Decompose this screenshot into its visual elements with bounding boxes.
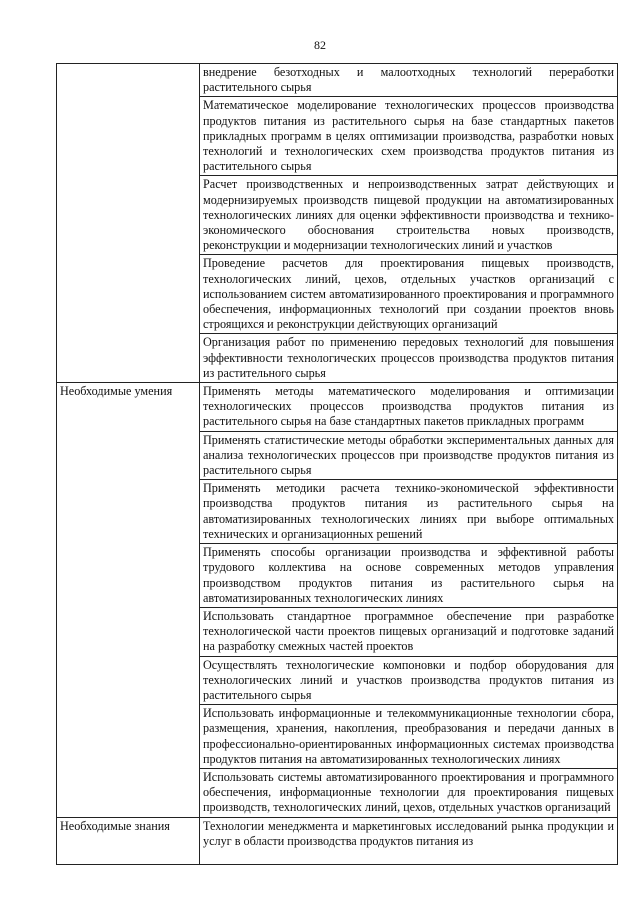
page-number: 82	[314, 38, 326, 52]
requirement-text: Технологии менеджмента и маркетинговых исследований рынка продукции и услуг в области производства продуктов питания из	[200, 817, 618, 864]
requirement-text: Использовать информационные и телекоммуникационные технологии сбора, размещения, хранения, накопления, преобразования и передачи данных в профессионально-ориентированных информационных системах производства продуктов питания на автоматизированных технологических линиях	[200, 705, 618, 769]
requirement-text: Применять методики расчета технико-экономической эффективности производства продуктов питания из растительного сырья на автоматизированных технологических линиях при выборе оптимальных технических и организационных решений	[200, 480, 618, 544]
requirement-text: внедрение безотходных и малоотходных технологий переработки растительного сырья	[200, 64, 618, 97]
requirement-text: Использовать системы автоматизированного проектирования и программного обеспечения, информационные технологии для проектирования пищевых производств, технологических линий, цехов, отдельных участков организаций	[200, 768, 618, 817]
requirement-text: Применять статистические методы обработки экспериментальных данных для анализа технологических процессов при производстве продуктов питания из растительного сырья	[200, 431, 618, 480]
requirement-text: Проведение расчетов для проектирования пищевых производств, технологических линий, цехов, отдельных участков организаций с использованием систем автоматизированного проектирования и программного обеспечения, информационных технологий при создании проектов вновь строящихся и реконструкции действующих организаций	[200, 255, 618, 334]
requirements-table-body	[57, 64, 618, 865]
row-group-label	[57, 64, 200, 383]
requirement-text: Расчет производственных и непроизводственных затрат действующих и модернизируемых производств пищевой продукции на автоматизированных технологических линиях для оценки эффективности производства и технико-экономического обоснования строительства новых производств, реконструкции и модернизации технологических линий и участков	[200, 176, 618, 255]
row-group-label: Необходимые умения	[57, 383, 200, 817]
table-row	[57, 817, 618, 864]
requirement-text: Математическое моделирование технологических процессов производства продуктов питания из растительного сырья на базе стандартных пакетов прикладных программ в целях оптимизации производства, разработки новых технологий и технологических схем производства продуктов питания из растительного сырья	[200, 97, 618, 176]
row-group-label: Необходимые знания	[57, 817, 200, 864]
requirement-text: Организация работ по применению передовых технологий для повышения эффективности технологических процессов производства продуктов питания из растительного сырья	[200, 334, 618, 383]
requirement-text: Осуществлять технологические компоновки и подбор оборудования для технологических линий и участков производства продуктов питания из растительного сырья	[200, 656, 618, 705]
requirement-text: Применять способы организации производства и эффективной работы трудового коллектива на основе современных методов управления производством продуктов питания из растительного сырья на автоматизированных технологических линиях	[200, 544, 618, 608]
requirements-table	[56, 63, 618, 865]
requirement-text: Использовать стандартное программное обеспечение при разработке технологической части проектов пищевых организаций и подготовке заданий на разработку смежных частей проектов	[200, 607, 618, 656]
table-row	[57, 383, 618, 432]
requirement-text: Применять методы математического моделирования и оптимизации технологических процессов производства продуктов питания из растительного сырья на базе стандартных пакетов прикладных программ	[200, 383, 618, 432]
table-row	[57, 64, 618, 97]
